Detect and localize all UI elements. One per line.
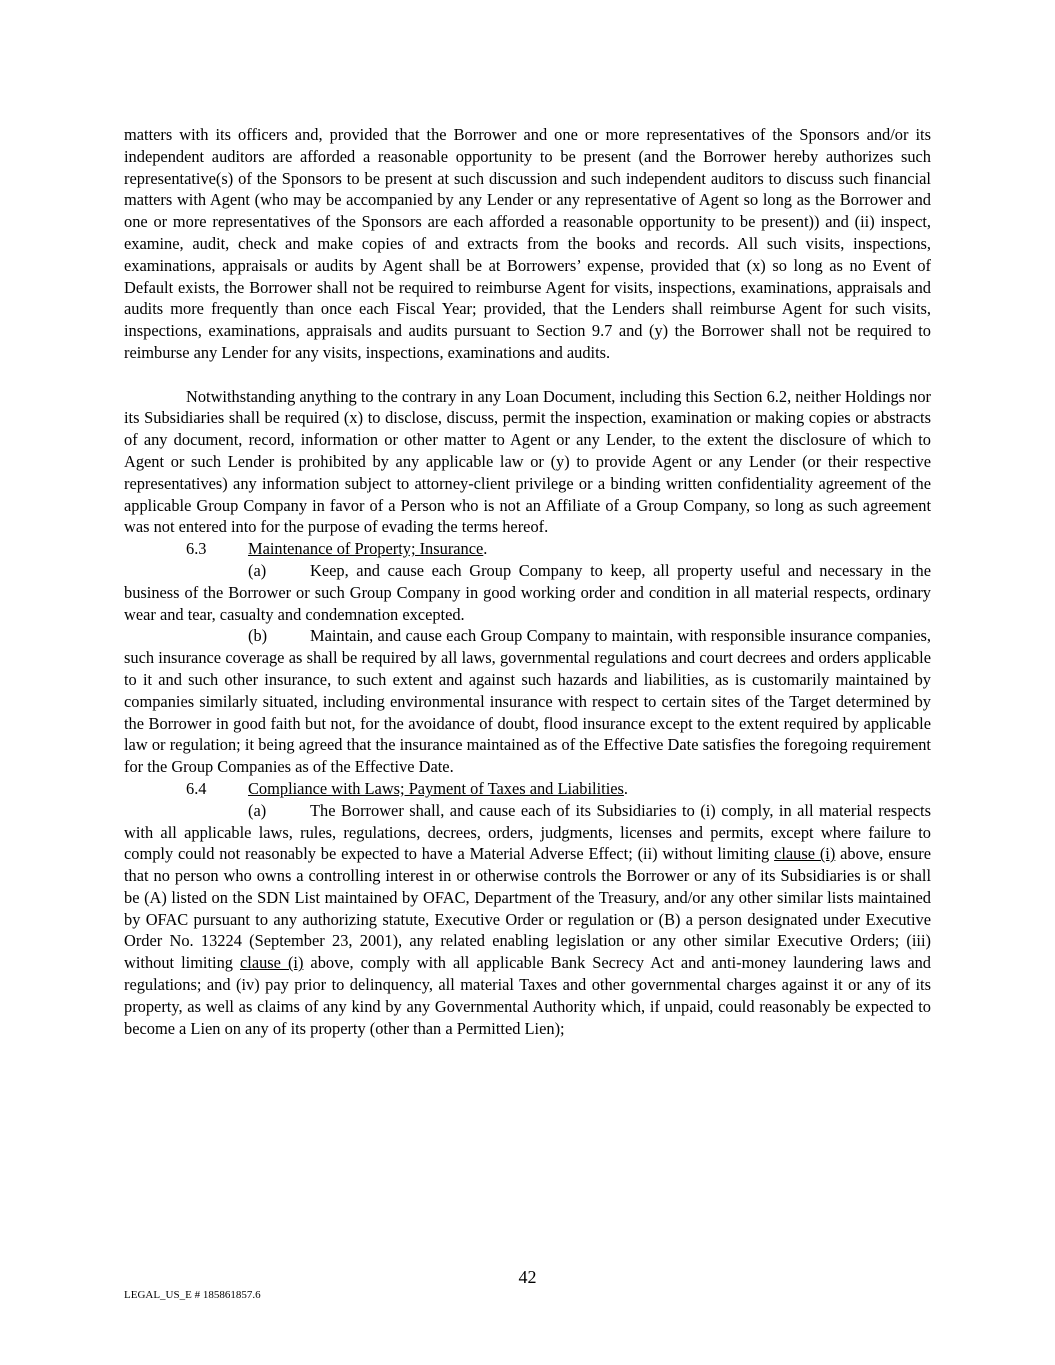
clause-label: (a): [248, 800, 267, 820]
clause-text-part-3: above, comply with all applicable Bank Secrecy Act and anti-money laundering laws and regulations; and (iv) pay prior to delinquency, all material Taxes and other governmental charges against it or any of its property, as well as claims of any kind by any Governmental Authority which, if unpaid, could reasonably be expected to become a Lien on any of its property (other than a Permitted Lien);: [124, 953, 931, 1038]
clause-reference-2: clause (i): [240, 953, 304, 973]
clause-text: Keep, and cause each Group Company to keep, all property useful and necessary in the business of the Borrower or such Group Company in good working order and condition in all material respects, ordinary wear and tear, casualty and condemnation excepted.: [124, 560, 931, 624]
section-6-3-b: [124, 625, 931, 778]
clause-text-part-1: The Borrower shall, and cause each of its Subsidiaries to (i) comply, in all material respects with all applicable laws, rules, regulations, decrees, orders, judgments, licenses and permits, except where failure to comply could not reasonably be expected to have a Material Adverse Effect; (ii) without limiting: [124, 800, 931, 864]
section-number: 6.3: [186, 539, 207, 559]
document-id: LEGAL_US_E # 185861857.6: [124, 1289, 261, 1301]
document-page: [124, 124, 931, 1039]
section-title: Maintenance of Property; Insurance: [248, 539, 484, 559]
section-6-4-heading: 6.4 Compliance with Laws; Payment of Taxes and Liabilities.: [186, 778, 629, 798]
clause-label: (b): [248, 626, 268, 646]
section-6-3-heading: 6.3 Maintenance of Property; Insurance.: [186, 539, 488, 559]
section-number: 6.4: [186, 778, 207, 798]
clause-text-part-2: above, ensure that no person who owns a controlling interest in or otherwise controls the Borrower or any of its Subsidiaries is or shall be (A) listed on the SDN List maintained by OFAC, Department of the Treasury, and/or any other similar lists maintained by OFAC pursuant to any authorizing statute, Executive Order or regulation or (B) a person designated under Executive Order No. 13224 (September 23, 2001), any related enabling legislation or any other similar Executive Orders; (iii) without limiting: [124, 844, 931, 973]
section-title: Compliance with Laws; Payment of Taxes and Liabilities: [248, 778, 624, 798]
clause-text: Maintain, and cause each Group Company to maintain, with responsible insurance companies, such insurance coverage as shall be required by all laws, governmental regulations and court decrees and orders applicable to it and such other insurance, to such extent and against such hazards and liabilities, as is customarily maintained by companies similarly situated, including environmental insurance with respect to certain sites of the Target determined by the Borrower in good faith but not, for the avoidance of doubt, flood insurance except to the extent required by applicable law or regulation; it being agreed that the insurance maintained as of the Effective Date satisfies the foregoing requirement for the Group Companies as of the Effective Date.: [124, 626, 931, 777]
clause-label: (a): [248, 560, 267, 580]
section-6-4-a: [124, 800, 931, 1040]
section-6-3-a: [124, 560, 931, 625]
paragraph-inspection-rights: matters with its officers and, provided that the Borrower and one or more representatives of the Sponsors and/or its independent auditors are afforded a reasonable opportunity to be present (and the Borrower hereby authorizes such representative(s) of the Sponsors to be present at such discussion and such independent auditors to discuss such financial matters with Agent (who may be accompanied by any Lender or any representative of Agent so long as the Borrower and one or more representatives of the Sponsors are each afforded a reasonable opportunity to be present)) and (ii) inspect, examine, audit, check and make copies of and extracts from the books and records. All such visits, inspections, examinations, appraisals or audits by Agent shall be at Borrowers’ expense, provided that (x) so long as no Event of Default exists, the Borrower shall not be required to reimburse Agent for visits, inspections, examinations, appraisals and audits more frequently than once each Fiscal Year; provided, that the Lenders shall reimburse Agent for such visits, inspections, examinations, appraisals and audits pursuant to Section 9.7 and (y) the Borrower shall not be required to reimburse any Lender for any visits, inspections, examinations and audits.: [124, 125, 931, 362]
clause-reference-1: clause (i): [774, 844, 836, 864]
page-number: 42: [518, 1267, 537, 1287]
paragraph-notwithstanding: Notwithstanding anything to the contrary in any Loan Document, including this Section 6.2, neither Holdings nor its Subsidiaries shall be required (x) to disclose, discuss, permit the inspection, examination or making copies or abstracts of any document, record, information or other matter to Agent or any Lender, to the extent the disclosure of which to Agent or such Lender is prohibited by any applicable law or (y) to provide Agent or any Lender (or their respective representatives) any information subject to attorney-client privilege or a binding written confidentiality agreement of the applicable Group Company in favor of a Person who is not an Affiliate of a Group Company, so long as such agreement was not entered into for the purpose of evading the terms hereof.: [124, 386, 931, 537]
